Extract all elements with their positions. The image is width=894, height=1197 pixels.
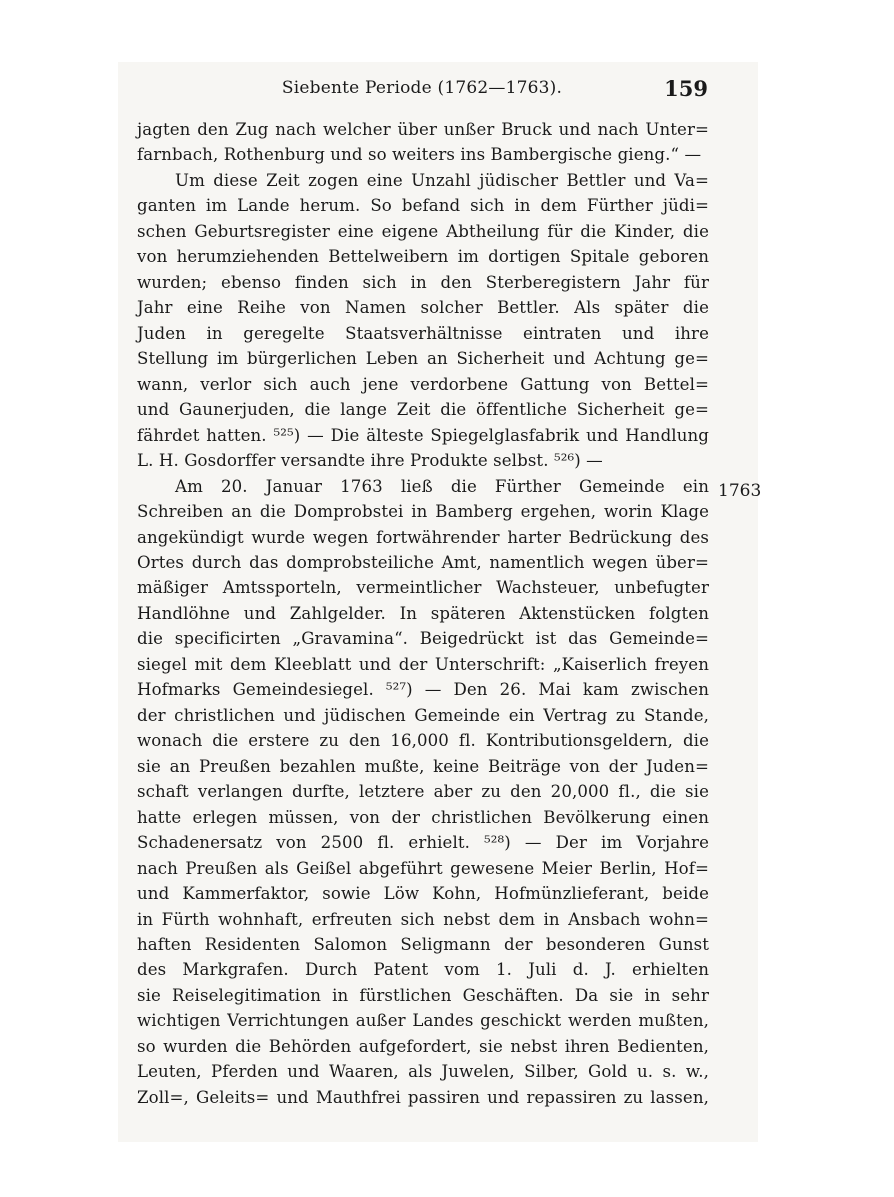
text-line: Juden in geregelte Staatsverhältnisse eintraten und ihre [137,323,709,343]
text-line: wonach die erstere zu den 16,000 fl. Kontributionsgeldern, die [137,731,709,751]
text-line: Um diese Zeit zogen eine Unzahl jüdischer Bettler und Va= [175,170,709,190]
text-line: schen Geburtsregister eine eigene Abtheilung für die Kinder, die [137,221,709,241]
text-line: wurden; ebenso finden sich in den Sterberegistern Jahr für [137,272,709,292]
text-line: sie Reiselegitimation in fürstlichen Geschäften. Da sie in sehr [137,985,709,1005]
text-line: und Gaunerjuden, die lange Zeit die öffentliche Sicherheit ge= [137,400,709,420]
text-line: angekündigt wurde wegen fortwährender harter Bedrückung des [137,527,709,547]
text-line: Stellung im bürgerlichen Leben an Sicherheit und Achtung ge= [137,349,709,369]
text-line: von herumziehenden Bettelweibern im dortigen Spitale geboren [137,247,709,267]
text-line: mäßiger Amtssporteln, vermeintlicher Wachsteuer, unbefugter [137,578,709,598]
running-head [136,76,708,104]
text-line: wichtigen Verrichtungen außer Landes geschickt werden mußten, [137,1011,709,1031]
text-line: Hofmarks Gemeindesiegel. ⁵²⁷) — Den 26. Mai kam zwischen [137,680,709,700]
text-line: ganten im Lande herum. So befand sich in dem Fürther jüdi= [137,196,709,216]
text-line: Schadenersatz von 2500 fl. erhielt. ⁵²⁸) — Der im Vorjahre [137,833,709,853]
text-line: jagten den Zug nach welcher über unßer Bruck und nach Unter= [137,120,709,139]
text-line: Zoll=, Geleits= und Mauthfrei passiren und repassiren zu lassen, [137,1087,709,1107]
body-text [137,117,709,1110]
text-line: Ortes durch das domprobsteiliche Amt, namentlich wegen über= [137,552,709,572]
text-line: wann, verlor sich auch jene verdorbene Gattung von Bettel= [137,374,709,394]
text-line: fährdet hatten. ⁵²⁵) — Die älteste Spiegelglasfabrik und Handlung [137,425,709,445]
text-line: in Fürth wohnhaft, erfreuten sich nebst dem in Ansbach wohn= [137,909,709,929]
text-line: Handlöhne und Zahlgelder. In späteren Aktenstücken folgten [137,603,709,623]
text-line: hatte erlegen müssen, von der christlichen Bevölkerung einen [137,807,709,827]
text-line: Leuten, Pferden und Waaren, als Juwelen, Silber, Gold u. s. w., [137,1062,709,1082]
text-line: L. H. Gosdorffer versandte ihre Produkte selbst. ⁵²⁶) — [137,451,603,471]
page-number: 159 [664,76,708,101]
text-line: haften Residenten Salomon Seligmann der besonderen Gunst [137,935,709,954]
text-line: farnbach, Rothenburg und so weiters ins Bambergische gieng.“ — [137,145,702,165]
text-line: schaft verlangen durfte, letztere aber zu den 20,000 fl., die sie [137,782,709,802]
text-line: sie an Preußen bezahlen mußte, keine Beiträge von der Juden= [137,756,709,776]
text-line: Jahr eine Reihe von Namen solcher Bettler. Als später die [137,298,709,318]
text-line: des Markgrafen. Durch Patent vom 1. Juli d. J. erhielten [137,960,709,980]
text-line: nach Preußen als Geißel abgeführt gewesene Meier Berlin, Hof= [137,858,709,878]
text-line: siegel mit dem Kleeblatt und der Unterschrift: „Kaiserlich freyen [137,654,709,674]
text-line: und Kammerfaktor, sowie Löw Kohn, Hofmünzlieferant, beide [137,884,709,904]
text-line: Am 20. Januar 1763 ließ die Fürther Gemeinde ein [175,476,709,496]
running-title: Siebente Periode (1762—1763). [281,78,563,98]
text-line: Schreiben an die Domprobstei in Bamberg ergehen, worin Klage [137,502,709,522]
text-line: so wurden die Behörden aufgefordert, sie nebst ihren Bedienten, [137,1036,709,1056]
margin-year-note: 1763 [718,481,762,502]
text-line: die specificirten „Gravamina“. Beigedrückt ist das Gemeinde= [137,629,709,649]
text-line: der christlichen und jüdischen Gemeinde ein Vertrag zu Stande, [137,705,709,725]
